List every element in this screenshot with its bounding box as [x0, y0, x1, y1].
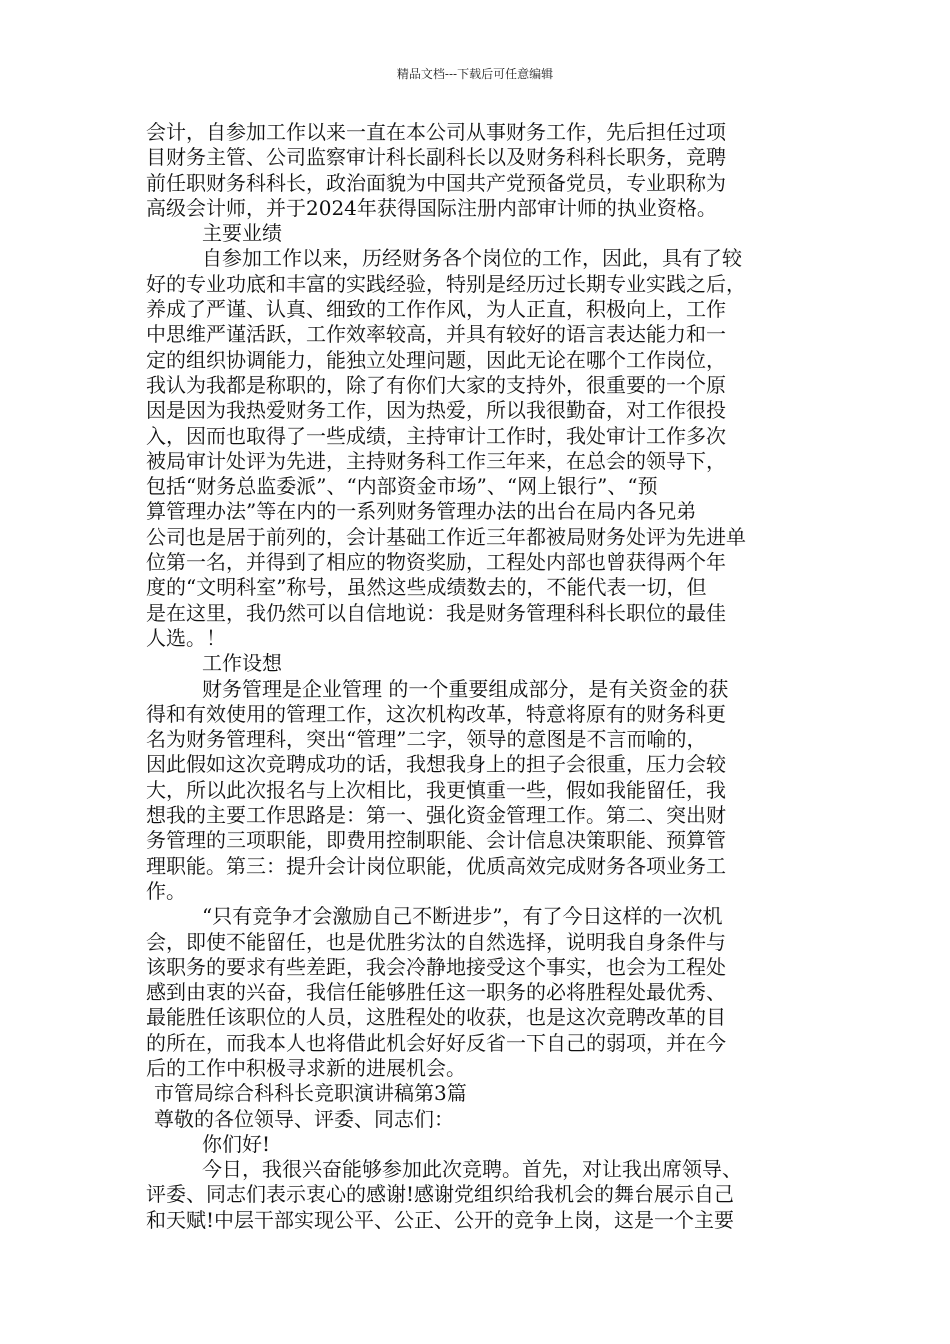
text-line: 今日，我很兴奋能够参加此次竞聘。首先，对让我出席领导、 [202, 1157, 742, 1182]
text-line: 入，因而也取得了一些成绩，主持审计工作时，我处审计工作多次 [146, 423, 726, 448]
text-line: 高级会计师，并于2024年获得国际注册内部审计师的执业资格。 [146, 195, 717, 220]
document-body [146, 120, 812, 1233]
text-line: 尊敬的各位领导、评委、同志们： [154, 1106, 454, 1131]
text-line: 后的工作中积极寻求新的进展机会。 [146, 1055, 466, 1080]
text-line: 位第一名，并得到了相应的物资奖励，工程处内部也曾获得两个年 [146, 550, 726, 575]
text-line: 我认为我都是称职的，除了有你们大家的支持外，很重要的一个原 [146, 372, 726, 397]
text-line: 目财务主管、公司监察审计科长副科长以及财务科科长职务，竞聘 [146, 145, 726, 170]
text-line: 自参加工作以来，历经财务各个岗位的工作，因此，具有了较 [202, 246, 742, 271]
text-line: 名为财务管理科，突出“管理”二字，领导的意图是不言而喻的， [146, 727, 707, 752]
text-line: 和天赋!中层干部实现公平、公正、公开的竞争上岗，这是一个主要 [146, 1207, 735, 1232]
text-line: 养成了严谨、认真、细致的工作作风，为人正直，积极向上，工作 [146, 297, 726, 322]
text-line: 的所在，而我本人也将借此机会好好反省一下自己的弱项，并在今 [146, 1030, 726, 1055]
text-line: 是在这里，我仍然可以自信地说：我是财务管理科科长职位的最佳 [146, 600, 726, 625]
text-line: 评委、同志们表示衷心的感谢!感谢党组织给我机会的舞台展示自己 [146, 1182, 735, 1207]
text-line: 因此假如这次竞聘成功的话，我想我身上的担子会很重，压力会较 [146, 752, 726, 777]
text-line: 人选。！ [146, 625, 226, 650]
text-line: 该职务的要求有些差距，我会冷静地接受这个事实，也会为工程处 [146, 954, 726, 979]
text-line: 最能胜任该职位的人员，这胜程处的收获，也是这次竞聘改革的目 [146, 1005, 726, 1030]
text-line: 感到由衷的兴奋，我信任能够胜任这一职务的必将胜程处最优秀、 [146, 980, 726, 1005]
text-line: 作。 [146, 878, 186, 903]
text-line: 好的专业功底和丰富的实践经验，特别是经历过长期专业实践之后， [146, 271, 746, 296]
text-line: 会计，自参加工作以来一直在本公司从事财务工作，先后担任过项 [146, 120, 726, 144]
text-line: 会，即使不能留任，也是优胜劣汰的自然选择，说明我自身条件与 [146, 929, 726, 954]
text-line: 得和有效使用的管理工作，这次机构改革，特意将原有的财务科更 [146, 701, 726, 726]
text-line: 大，所以此次报名与上次相比，我更慎重一些，假如我能留任，我 [146, 777, 726, 802]
text-line: 务管理的三项职能，即费用控制职能、会计信息决策职能、预算管 [146, 828, 726, 853]
text-line: 工作设想 [202, 651, 282, 676]
text-line: 市管局综合科科长竞职演讲稿第3篇 [154, 1081, 467, 1106]
text-line: 被局审计处评为先进，主持财务科工作三年来，在总会的领导下， [146, 448, 726, 473]
text-line: 财务管理是企业管理 的一个重要组成部分，是有关资金的获 [202, 676, 729, 701]
text-line: 前任职财务科科长，政治面貌为中国共产党预备党员，专业职称为 [146, 170, 726, 195]
text-line: 想我的主要工作思路是：第一、强化资金管理工作。第二、突出财 [146, 803, 726, 828]
text-line: 度的“文明科室”称号，虽然这些成绩数去的，不能代表一切，但 [146, 575, 707, 600]
text-line: 算管理办法”等在内的一系列财务管理办法的出台在局内各兄弟 [146, 499, 697, 524]
text-line: 包括“财务总监委派”、“内部资金市场”、“网上银行”、“预 [146, 474, 658, 499]
text-line: 中思维严谨活跃，工作效率较高，并具有较好的语言表达能力和一 [146, 322, 726, 347]
text-line: 你们好! [202, 1131, 271, 1156]
page-header: 精品文档---下载后可任意编辑 [396, 67, 554, 81]
text-line: 定的组织协调能力，能独立处理问题，因此无论在哪个工作岗位， [146, 347, 726, 372]
text-line: 主要业绩 [202, 221, 282, 246]
text-line: 公司也是居于前列的，会计基础工作近三年都被局财务处评为先进单 [146, 524, 746, 549]
text-line: 因是因为我热爱财务工作，因为热爱，所以我很勤奋，对工作很投 [146, 398, 726, 423]
text-line: 理职能。第三：提升会计岗位职能，优质高效完成财务各项业务工 [146, 853, 726, 878]
text-line: “只有竞争才会激励自己不断进步”，有了今日这样的一次机 [202, 904, 723, 929]
